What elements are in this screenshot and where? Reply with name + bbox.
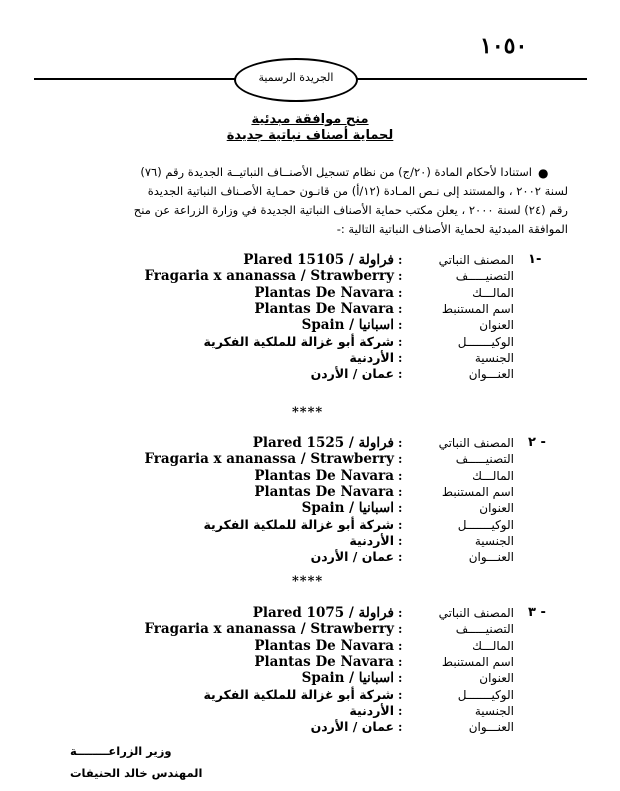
entry-number: ٣ - <box>528 605 546 620</box>
field-label: المالـــك <box>472 468 514 483</box>
field-value: Plantas De Navara <box>254 300 394 317</box>
field-value: Fragaria x ananassa / Strawberry <box>144 621 394 638</box>
field-label: المالـــك <box>472 638 514 653</box>
signature-name: المهندس خالد الحنيفات <box>70 766 203 780</box>
field-value: شركة أبو غزالة للملكية الفكرية <box>203 333 394 349</box>
field-label: المالـــك <box>472 285 514 300</box>
field-colon: : <box>398 671 403 686</box>
field-value: شركة أبو غزالة للملكية الفكرية <box>203 686 394 702</box>
field-value: الأردنية <box>349 532 394 548</box>
field-colon: : <box>398 550 403 565</box>
field-colon: : <box>398 687 403 702</box>
field-colon: : <box>398 301 403 316</box>
field-colon: : <box>398 606 403 620</box>
field-value: عمان / الأردن <box>310 549 394 565</box>
field-value: Plantas De Navara <box>254 483 394 500</box>
field-label: الوكيـــــــل <box>457 517 514 532</box>
document-subtitle: لحماية أصناف نباتية جديدة <box>226 128 394 143</box>
field-colon: : <box>398 654 403 669</box>
field-colon: : <box>398 484 403 499</box>
signature-title: وزير الزراعــــــــة <box>70 744 172 758</box>
field-value: Plantas De Navara <box>254 637 394 654</box>
field-colon: : <box>398 285 403 300</box>
field-value: Spain / اسبانيا <box>301 500 394 517</box>
intro-line-1: استنادا لأحكام المادة (٢٠/ج) من نظام تسجيل الأصنــاف النباتيــة الجديدة رقم (٧٦) <box>140 165 532 179</box>
field-value: Plared 1525 / فراولة <box>252 435 394 451</box>
intro-bullet: ● <box>538 166 549 180</box>
field-colon: : <box>398 622 403 637</box>
field-value: Plantas De Navara <box>254 467 394 484</box>
field-colon: : <box>398 452 403 467</box>
field-value: عمان / الأردن <box>310 719 394 735</box>
field-value: Plantas De Navara <box>254 284 394 301</box>
field-value: Plared 15105 / فراولة <box>243 252 394 268</box>
field-value: الأردنية <box>349 702 394 718</box>
field-label: العنـــوان <box>468 720 514 735</box>
field-label: التصنيـــــف <box>455 452 514 467</box>
field-label: المصنف النباتي <box>438 606 514 620</box>
field-value: Plared 1075 / فراولة <box>252 605 394 621</box>
entry-separator: **** <box>292 405 324 420</box>
field-label: المصنف النباتي <box>438 436 514 450</box>
page-number: ١٠٥٠ <box>480 33 528 59</box>
entry-number: ١- <box>528 252 542 267</box>
field-value: Fragaria x ananassa / Strawberry <box>144 451 394 468</box>
field-label: الجنسية <box>474 533 514 548</box>
field-value: شركة أبو غزالة للملكية الفكرية <box>203 516 394 532</box>
field-colon: : <box>398 269 403 284</box>
field-label: العنوان <box>479 318 514 333</box>
field-colon: : <box>398 318 403 333</box>
gazette-name: الجريدة الرسمية <box>258 71 334 84</box>
field-label: الجنسية <box>474 350 514 365</box>
field-colon: : <box>398 350 403 365</box>
field-colon: : <box>398 468 403 483</box>
entry-number: ٢ - <box>528 435 546 450</box>
intro-line-3: رقم (٢٤) لسنة ٢٠٠٠ ، يعلن مكتب حماية الأصناف النباتية الجديدة في وزارة الزراعة عن منح <box>133 203 568 217</box>
field-colon: : <box>398 334 403 349</box>
field-label: اسم المستنبط <box>441 484 514 499</box>
field-colon: : <box>398 533 403 548</box>
field-label: التصنيـــــف <box>455 269 514 284</box>
entry-separator: **** <box>292 574 324 589</box>
field-label: الوكيـــــــل <box>457 334 514 349</box>
field-colon: : <box>398 517 403 532</box>
field-colon: : <box>398 367 403 382</box>
field-value: Plantas De Navara <box>254 653 394 670</box>
field-label: التصنيـــــف <box>455 622 514 637</box>
field-colon: : <box>398 501 403 516</box>
field-label: العنوان <box>479 671 514 686</box>
field-value: الأردنية <box>349 349 394 365</box>
field-value: عمان / الأردن <box>310 366 394 382</box>
field-value: Spain / اسبانيا <box>301 670 394 687</box>
field-colon: : <box>398 703 403 718</box>
field-colon: : <box>398 436 403 450</box>
field-value: Spain / اسبانيا <box>301 317 394 334</box>
field-label: العنـــوان <box>468 550 514 565</box>
intro-line-4: الموافقة المبدئية لحماية الأصناف النباتية التالية :- <box>336 222 568 236</box>
field-label: الجنسية <box>474 703 514 718</box>
field-label: الوكيـــــــل <box>457 687 514 702</box>
field-label: العنوان <box>479 501 514 516</box>
gazette-name-badge <box>234 58 358 102</box>
field-label: اسم المستنبط <box>441 654 514 669</box>
field-label: المصنف النباتي <box>438 253 514 267</box>
field-colon: : <box>398 253 403 267</box>
field-label: العنـــوان <box>468 367 514 382</box>
field-label: اسم المستنبط <box>441 301 514 316</box>
field-colon: : <box>398 720 403 735</box>
field-colon: : <box>398 638 403 653</box>
document-title: منح موافقة مبدئية <box>251 112 369 127</box>
intro-line-2: لسنة ٢٠٠٢ ، والمستند إلى نـص المـادة (١٢/أ) من قانـون حمـاية الأصـناف النباتية الجديدة <box>147 184 568 198</box>
field-value: Fragaria x ananassa / Strawberry <box>144 268 394 285</box>
